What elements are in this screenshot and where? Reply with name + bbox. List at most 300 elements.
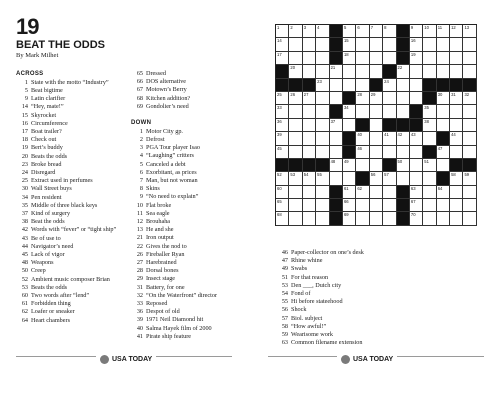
grid-cell[interactable] [383,186,396,199]
grid-cell[interactable] [383,38,396,51]
clue-number: 28 [136,267,143,275]
grid-cell[interactable] [383,172,396,185]
grid-cell[interactable] [316,25,329,38]
grid-cell-number: 18 [343,51,349,57]
across-clue-list [16,79,124,325]
clue-text: Hi before stateehood [291,298,343,306]
grid-cell[interactable] [330,146,343,159]
grid-cell[interactable] [330,92,343,105]
grid-cell[interactable] [356,92,369,105]
grid-cell[interactable] [383,105,396,118]
grid-cell[interactable] [410,52,423,65]
across-heading: ACROSS [16,71,44,77]
grid-block [343,92,356,105]
grid-cell[interactable] [410,92,423,105]
grid-cell[interactable] [437,92,450,105]
grid-cell[interactable] [370,186,383,199]
grid-cell[interactable] [343,186,356,199]
grid-cell-number: 48 [330,158,336,164]
grid-cell[interactable] [437,52,450,65]
grid-cell[interactable] [343,212,356,225]
grid-cell[interactable] [303,212,316,225]
grid-cell[interactable] [303,146,316,159]
clue-item [16,112,124,120]
grid-cell[interactable] [463,105,476,118]
crossword-grid[interactable] [275,24,477,226]
grid-cell[interactable] [356,25,369,38]
clue-item [16,276,124,284]
clue-column-3 [276,249,486,347]
grid-cell[interactable] [276,146,289,159]
grid-cell[interactable] [463,65,476,78]
grid-cell[interactable] [383,146,396,159]
grid-cell[interactable] [356,132,369,145]
grid-block [437,172,450,185]
clue-item [16,128,124,136]
grid-cell[interactable] [316,212,329,225]
clue-text: Boat trailer? [31,128,62,136]
grid-cell[interactable] [450,199,463,212]
grid-cell[interactable] [356,38,369,51]
grid-cell[interactable] [343,52,356,65]
grid-cell-number: 59 [464,172,470,178]
clue-number: 3 [139,144,143,152]
clue-item [131,243,241,251]
grid-cell[interactable] [463,38,476,51]
clue-number: 24 [21,169,28,177]
grid-cell[interactable] [370,132,383,145]
grid-cell[interactable] [356,186,369,199]
grid-cell[interactable] [370,212,383,225]
clue-text: Creep [31,267,46,275]
grid-cell[interactable] [423,159,436,172]
grid-block [276,79,289,92]
grid-cell[interactable] [423,105,436,118]
grid-cell[interactable] [356,146,369,159]
grid-cell-number: 55 [317,172,322,178]
grid-cell[interactable] [370,105,383,118]
grid-cell[interactable] [356,212,369,225]
grid-cell[interactable] [330,65,343,78]
grid-cell[interactable] [356,105,369,118]
clue-number: 55 [281,298,288,306]
clue-number: 17 [21,128,28,136]
clue-number: 31 [136,283,143,291]
grid-cell[interactable] [437,212,450,225]
grid-cell[interactable] [303,25,316,38]
clue-text: State with the motto “Industry” [31,78,109,86]
grid-cell[interactable] [450,25,463,38]
grid-cell[interactable] [410,199,423,212]
clue-number: 47 [281,257,288,265]
clue-text: Heart chambers [31,316,70,324]
clue-text: Beats the odds [31,283,68,291]
grid-cell[interactable] [276,172,289,185]
clue-text: Flat broke [146,201,172,209]
clue-text: Lack of vigor [31,251,65,259]
grid-cell[interactable] [383,52,396,65]
grid-cell-number: 10 [424,25,429,30]
grid-cell[interactable] [316,105,329,118]
grid-cell-number: 31 [451,91,456,97]
grid-cell-number: 22 [397,65,403,71]
clue-number: 53 [281,281,288,289]
grid-cell-number: 12 [451,25,456,30]
clue-item [131,292,241,300]
grid-cell[interactable] [343,119,356,132]
grid-cell[interactable] [370,52,383,65]
clue-text: Sea eagle [146,209,170,217]
grid-cell-number: 57 [384,172,389,178]
grid-cell[interactable] [410,212,423,225]
grid-cell[interactable] [383,199,396,212]
grid-cell[interactable] [397,172,410,185]
grid-cell[interactable] [410,79,423,92]
grid-cell[interactable] [383,25,396,38]
grid-cell[interactable] [423,132,436,145]
grid-cell[interactable] [383,79,396,92]
grid-cell[interactable] [303,38,316,51]
grid-cell[interactable] [397,79,410,92]
grid-cell[interactable] [423,199,436,212]
grid-cell[interactable] [316,186,329,199]
grid-cell-number: 25 [277,91,282,97]
grid-block [397,119,410,132]
clue-text: Loafer or sneaker [31,308,75,316]
clue-item [131,103,241,111]
grid-cell[interactable] [437,199,450,212]
clue-number: 63 [281,339,288,347]
grid-cell[interactable] [303,52,316,65]
clue-item [131,78,241,86]
grid-cell[interactable] [276,132,289,145]
clue-number: 35 [21,201,28,209]
grid-block [316,159,329,172]
grid-cell[interactable] [356,199,369,212]
grid-cell[interactable] [303,65,316,78]
grid-cell[interactable] [303,105,316,118]
grid-cell[interactable] [423,25,436,38]
grid-cell[interactable] [437,105,450,118]
right-page [252,0,500,403]
grid-cell[interactable] [397,92,410,105]
clue-text: Two words after “lend” [31,292,90,300]
grid-cell[interactable] [316,92,329,105]
grid-cell[interactable] [437,38,450,51]
grid-cell[interactable] [343,38,356,51]
clue-number: 37 [21,210,28,218]
clue-number: 53 [21,283,28,291]
grid-cell[interactable] [343,79,356,92]
grid-cell[interactable] [303,186,316,199]
clue-item [16,177,124,185]
grid-cell[interactable] [289,52,302,65]
grid-cell[interactable] [330,159,343,172]
clue-item [276,323,486,331]
grid-cell[interactable] [450,52,463,65]
brand-name: USA TODAY [112,355,153,363]
grid-cell[interactable] [437,159,450,172]
down-clue-list-continued [276,249,486,347]
grid-cell[interactable] [410,38,423,51]
grid-cell-number: 16 [410,38,416,44]
grid-cell[interactable] [410,25,423,38]
grid-cell[interactable] [463,212,476,225]
grid-cell[interactable] [397,105,410,118]
grid-cell-number: 3 [303,25,307,30]
clue-item [16,251,124,259]
grid-cell[interactable] [423,38,436,51]
grid-cell[interactable] [450,146,463,159]
grid-block [397,38,410,51]
clue-number: 5 [24,87,28,94]
grid-cell[interactable] [423,52,436,65]
grid-cell[interactable] [423,172,436,185]
clue-item [276,274,486,282]
clue-item [131,161,241,169]
grid-cell[interactable] [289,146,302,159]
grid-cell-number: 52 [277,172,282,178]
grid-cell[interactable] [330,79,343,92]
grid-cell[interactable] [423,65,436,78]
clue-number: 25 [21,177,28,185]
grid-cell[interactable] [383,132,396,145]
grid-cell[interactable] [303,92,316,105]
grid-cell[interactable] [289,186,302,199]
grid-cell[interactable] [303,199,316,212]
grid-cell[interactable] [356,159,369,172]
grid-cell[interactable] [303,119,316,132]
grid-cell-number: 50 [397,158,403,164]
grid-cell[interactable] [370,172,383,185]
clue-text: “Laughing” critters [146,152,194,160]
grid-cell[interactable] [450,212,463,225]
clue-text: Forbidden thing [31,300,71,308]
grid-cell[interactable] [450,105,463,118]
grid-cell-number: 14 [277,38,282,44]
clue-item [131,128,241,136]
grid-cell[interactable] [437,65,450,78]
grid-cell[interactable] [316,199,329,212]
clue-item [16,292,124,300]
grid-cell[interactable] [450,119,463,132]
clue-item [131,308,241,316]
grid-cell[interactable] [463,92,476,105]
grid-cell[interactable] [303,172,316,185]
grid-cell[interactable] [289,92,302,105]
grid-cell[interactable] [370,25,383,38]
grid-cell[interactable] [276,52,289,65]
grid-cell[interactable] [289,38,302,51]
grid-cell-number: 43 [410,132,416,138]
grid-cell[interactable] [289,172,302,185]
clue-number: 34 [21,193,28,201]
brand-name: USA TODAY [353,355,394,363]
grid-cell-number: 37 [330,118,336,124]
clue-item [131,226,241,234]
grid-cell[interactable] [463,25,476,38]
grid-block [383,159,396,172]
grid-cell[interactable] [450,172,463,185]
grid-block [330,105,343,118]
grid-cell[interactable] [437,146,450,159]
grid-cell[interactable] [437,186,450,199]
grid-cell-number: 23 [317,78,322,84]
grid-cell[interactable] [370,38,383,51]
clue-number: 51 [281,273,288,281]
grid-cell[interactable] [450,38,463,51]
grid-block [397,52,410,65]
across-clue-list-continued [131,70,241,111]
grid-cell[interactable] [450,186,463,199]
grid-block [423,146,436,159]
grid-cell[interactable] [289,199,302,212]
grid-cell[interactable] [343,199,356,212]
grid-block [463,159,476,172]
grid-cell[interactable] [463,199,476,212]
grid-cell[interactable] [410,65,423,78]
clue-text: Gondolier’s need [146,102,189,110]
grid-cell[interactable] [397,159,410,172]
clue-item [131,144,241,152]
clue-number: 42 [21,226,28,234]
grid-block [330,186,343,199]
grid-cell[interactable] [289,212,302,225]
grid-cell[interactable] [343,105,356,118]
grid-cell[interactable] [316,79,329,92]
grid-cell[interactable] [437,119,450,132]
grid-cell[interactable] [316,38,329,51]
clue-text: “No need to explain” [146,193,199,201]
grid-cell[interactable] [383,212,396,225]
grid-cell[interactable] [410,186,423,199]
grid-cell[interactable] [276,119,289,132]
grid-cell[interactable] [276,212,289,225]
grid-cell[interactable] [356,65,369,78]
grid-block [303,79,316,92]
grid-cell-number: 54 [303,172,309,178]
grid-cell[interactable] [463,132,476,145]
crossword-grid-wrapper [275,24,477,226]
grid-cell[interactable] [316,132,329,145]
grid-cell[interactable] [437,25,450,38]
grid-cell[interactable] [356,79,369,92]
grid-cell[interactable] [463,146,476,159]
grid-cell[interactable] [370,199,383,212]
clue-text: Man, but not woman [146,177,198,185]
clue-item [16,300,124,308]
clue-text: Reposed [146,300,168,308]
grid-cell[interactable] [356,52,369,65]
grid-cell[interactable] [370,159,383,172]
grid-cell[interactable] [316,119,329,132]
grid-cell[interactable] [410,159,423,172]
grid-cell[interactable] [423,186,436,199]
grid-cell[interactable] [289,25,302,38]
grid-cell[interactable] [463,52,476,65]
clue-text: Fireballer Ryan [146,250,185,258]
grid-cell[interactable] [289,119,302,132]
grid-cell[interactable] [397,65,410,78]
grid-cell[interactable] [410,172,423,185]
clue-text: Wearisome work [291,331,333,339]
clue-number: 49 [281,265,288,273]
grid-block [397,186,410,199]
clue-item [131,325,241,333]
grid-cell[interactable] [370,119,383,132]
grid-cell[interactable] [423,119,436,132]
grid-cell[interactable] [343,159,356,172]
grid-cell[interactable] [303,132,316,145]
grid-cell[interactable] [289,105,302,118]
clue-number: 52 [21,275,28,283]
grid-cell[interactable] [397,132,410,145]
grid-cell[interactable] [343,25,356,38]
grid-block [289,79,302,92]
grid-cell[interactable] [330,119,343,132]
grid-cell-number: 5 [343,25,347,30]
clue-number: 50 [21,267,28,275]
puzzle-number: 19 [16,14,39,39]
grid-cell[interactable] [289,65,302,78]
clue-text: Canceled a debt [146,160,186,168]
clue-text: Paper-collector on one’s desk [291,249,364,256]
grid-cell[interactable] [316,65,329,78]
clue-text: Beats the odds [31,152,68,160]
grid-cell[interactable] [276,199,289,212]
grid-cell[interactable] [276,186,289,199]
grid-cell[interactable] [423,212,436,225]
grid-block [356,119,369,132]
grid-cell[interactable] [343,172,356,185]
clue-item [276,257,486,265]
grid-cell[interactable] [289,132,302,145]
grid-cell[interactable] [397,146,410,159]
grid-cell[interactable] [316,146,329,159]
grid-cell[interactable] [450,65,463,78]
grid-cell[interactable] [276,38,289,51]
grid-cell[interactable] [330,172,343,185]
grid-cell[interactable] [316,172,329,185]
grid-block [330,38,343,51]
grid-cell[interactable] [276,92,289,105]
clue-item [16,79,124,87]
grid-cell[interactable] [316,52,329,65]
grid-cell[interactable] [463,172,476,185]
grid-cell[interactable] [343,65,356,78]
grid-block [450,159,463,172]
grid-cell[interactable] [450,92,463,105]
grid-cell[interactable] [463,186,476,199]
grid-cell[interactable] [276,105,289,118]
clue-item [16,226,124,234]
grid-cell[interactable] [410,146,423,159]
clue-number: 38 [21,218,28,226]
grid-cell[interactable] [410,132,423,145]
grid-cell[interactable] [463,119,476,132]
grid-cell-number: 38 [424,118,429,124]
grid-cell[interactable] [330,132,343,145]
grid-cell[interactable] [450,132,463,145]
grid-cell-number: 9 [410,25,414,30]
clue-item [276,282,486,290]
grid-cell[interactable] [276,25,289,38]
grid-cell[interactable] [370,65,383,78]
clue-number: 56 [281,306,288,314]
grid-cell[interactable] [383,92,396,105]
grid-cell[interactable] [370,92,383,105]
grid-cell[interactable] [370,146,383,159]
